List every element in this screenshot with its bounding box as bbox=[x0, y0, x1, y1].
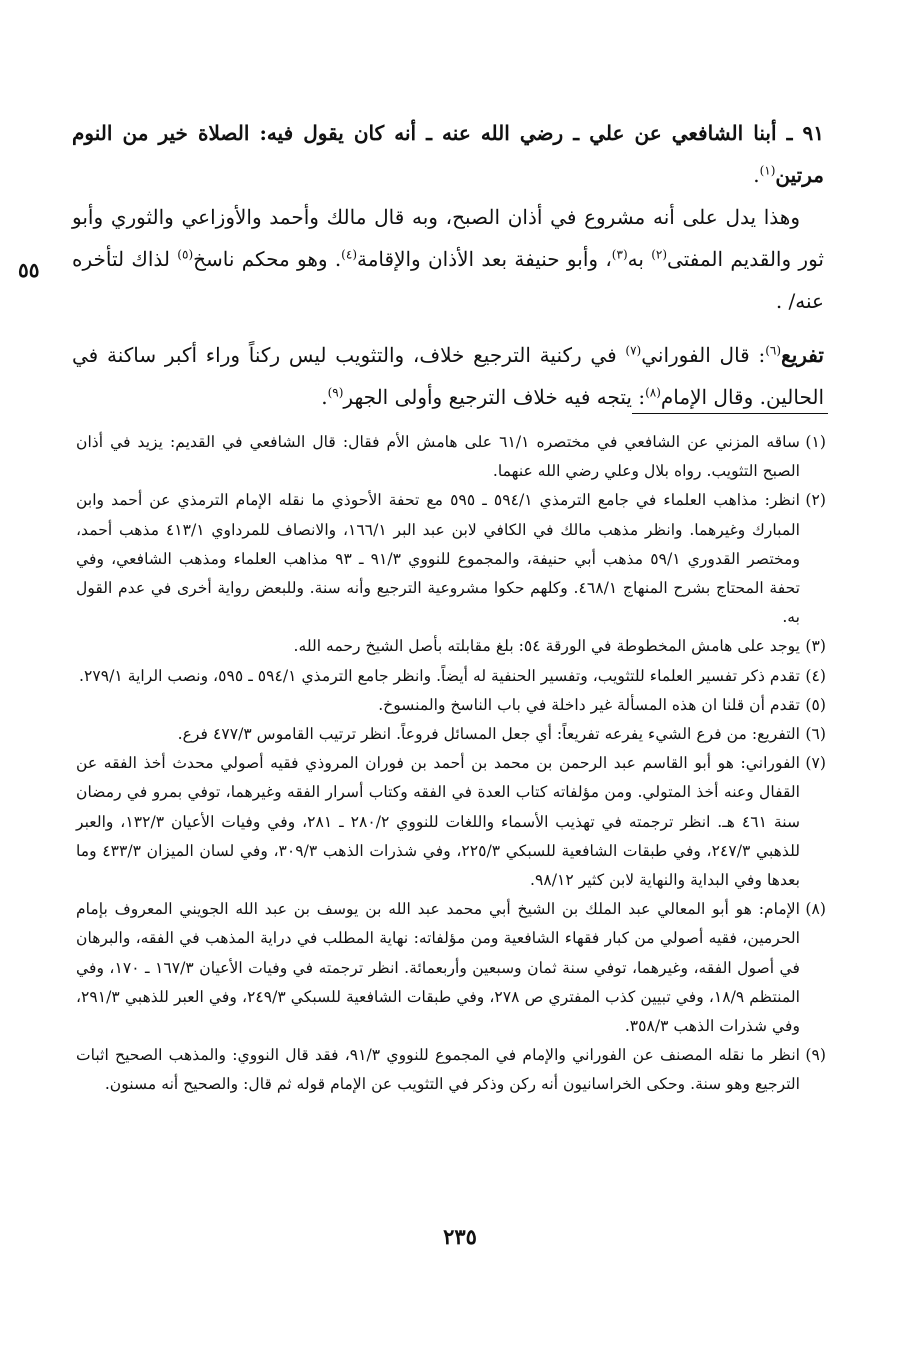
footnote-text: الفوراني: هو أبو القاسم عبد الرحمن بن محمد بن أحمد بن فوران المروذي فقيه أصولي محدث أخذ الفقه عن القفال وعنه أخذ المتولي. ومن مؤلفاته كتاب العدة في الفقه وكتاب أسرار الفقه وغيرهما، توفي بمرو في رمضان سنة ٤٦١ هـ. انظر ترجمته في تهذيب الأسماء واللغات للنووي ٢٨٠/٢ ـ ٢٨١، وفي وفيات الأعيان ١٣٢/٣، والعبر للذهبي ٢٤٧/٣، وفي طبقات الشافعية للسبكي ٢٢٥/٣، وفي شذرات الذهب ٣٠٩/٣، وفي لسان الميزان ٤٣٣/٣ وما بعدها وفي البداية والنهاية لابن كثير ٩٨/١٢. bbox=[76, 754, 801, 890]
footnote-7 bbox=[76, 749, 826, 895]
footnote-text: الإمام: هو أبو المعالي عبد الملك بن الشيخ أبي محمد عبد الله بن يوسف بن عبد الله الجويني المعروف بإمام الحرمين، فقيه أصولي من كبار فقهاء الشافعية ومن مؤلفاته: نهاية المطلب في دراية المذهب في الفقه، والبرهان في أصول الفقه، وغيرهما، توفي سنة ثمان وسبعين وأربعمائة. انظر ترجمته في وفيات الأعيان ١٦٧/٣ ـ ١٧٠، وفي المنتظم ١٨/٩، وفي تبيين كذب المفتري ص ٢٧٨، وفي طبقات الشافعية للسبكي ٢٤٩/٣، وفي العبر للذهبي ٢٩١/٣، وفي شذرات الذهب ٣٥٨/٣. bbox=[76, 900, 800, 1036]
paragraph-91-end: . bbox=[753, 163, 760, 187]
footnote-number: (٣) bbox=[805, 637, 826, 656]
footnote-5 bbox=[76, 691, 826, 720]
footnote-4 bbox=[76, 662, 826, 691]
footnote-ref-1[interactable]: (١) bbox=[759, 163, 776, 178]
paragraph-gap bbox=[72, 322, 824, 334]
footnote-text: ساقه المزني عن الشافعي في مختصره ٦١/١ على هامش الأم فقال: قال الشافعي في القديم: يزيد في أذان الصبح التثويب. رواه بلال وعلي رضي الله عنهما. bbox=[76, 433, 800, 481]
tafri-text-b: في ركنية الترجيع خلاف، والتثويب ليس ركناً وراء أكبر ساكنة في الحالين. وقال الإمام bbox=[72, 343, 824, 409]
footnote-text: تقدم أن قلنا ان هذه المسألة غير داخلة في باب الناسخ والمنسوخ. bbox=[378, 695, 800, 714]
footnote-number: (٦) bbox=[805, 725, 826, 744]
paragraph-91 bbox=[72, 112, 824, 196]
footnotes bbox=[76, 428, 826, 1100]
footnote-ref-2[interactable]: (٢) bbox=[651, 247, 668, 262]
manuscript-folio-number: ٥٥ bbox=[18, 258, 40, 282]
footnote-1 bbox=[76, 428, 826, 486]
footnote-6 bbox=[76, 720, 826, 749]
commentary-text-b: به bbox=[627, 247, 652, 271]
footnote-text: انظر ما نقله المصنف عن الفوراني والإمام في المجموع للنووي ٩١/٣، فقد قال النووي: والمذهب الصحيح اثبات الترجيع وهو سنة. وحكى الخراسانيون أنه ركن وذكر في التثويب عن الإمام قوله ثم قال: والصحيح أنه مسنون. bbox=[76, 1046, 800, 1094]
footnote-text: يوجد على هامش المخطوطة في الورقة ٥٤: بلغ مقابلته بأصل الشيخ رحمه الله. bbox=[293, 637, 800, 656]
footnote-number: (٨) bbox=[805, 900, 826, 919]
footnote-9 bbox=[76, 1041, 826, 1099]
tafri-text-a: : قال الفوراني bbox=[641, 343, 766, 367]
tafri-end: . bbox=[321, 385, 328, 409]
tafri-text-c: : يتجه فيه خلاف الترجيع وأولى الجهر bbox=[343, 385, 646, 409]
paragraph-tafri bbox=[72, 334, 824, 418]
commentary-text-a: وهذا يدل على أنه مشروع في أذان الصبح، وبه قال مالك وأحمد والأوزاعي والثوري وأبو ثور والقديم المفتى bbox=[72, 205, 824, 271]
paragraph-commentary bbox=[72, 196, 824, 322]
footnote-number: (٧) bbox=[805, 754, 826, 773]
footnote-number: (٥) bbox=[805, 695, 826, 714]
footnote-text: تقدم ذكر تفسير العلماء للتثويب، وتفسير الحنفية له أيضاً. وانظر جامع الترمذي ٥٩٤/١ ـ ٥٩٥، ونصب الراية ٢٧٩/١. bbox=[79, 666, 800, 685]
footnote-ref-9[interactable]: (٩) bbox=[327, 385, 344, 400]
footnote-number: (٤) bbox=[805, 666, 826, 685]
footnote-ref-4[interactable]: (٤) bbox=[341, 247, 357, 262]
commentary-text-c: ، وأبو حنيفة بعد الأذان والإقامة bbox=[357, 247, 612, 271]
footnote-ref-6[interactable]: (٦) bbox=[765, 343, 782, 358]
paragraph-91-text: ٩١ ـ أبنا الشافعي عن علي ـ رضي الله عنه ـ أنه كان يقول فيه: الصلاة خير من النوم مرتين bbox=[72, 121, 824, 187]
footnote-number: (١) bbox=[805, 433, 826, 451]
footnote-8 bbox=[76, 895, 826, 1041]
footnote-3 bbox=[76, 632, 826, 661]
footnote-text: التفريع: من فرع الشيء يفرعه تفريعاً: أي جعل المسائل فروعاً. انظر ترتيب القاموس ٤٧٧/٣ فرع. bbox=[177, 725, 800, 744]
footnote-2 bbox=[76, 486, 826, 632]
commentary-text-d: . وهو محكم ناسخ bbox=[193, 247, 342, 271]
footnote-ref-5[interactable]: (٥) bbox=[177, 247, 194, 262]
footnote-ref-8[interactable]: (٨) bbox=[645, 385, 661, 400]
commentary-text-e: لذاك لتأخره عنه/ . bbox=[72, 247, 824, 313]
tafri-heading: تفريع bbox=[781, 343, 824, 367]
footnote-ref-3[interactable]: (٣) bbox=[611, 247, 628, 262]
footnote-separator bbox=[632, 413, 828, 414]
footnote-text: انظر: مذاهب العلماء في جامع الترمذي ٥٩٤/١ ـ ٥٩٥ مع تحفة الأحوذي ما نقله الإمام الترمذي عن أحمد وابن المبارك وغيرهما. وانظر مذهب مالك في الكافي لابن عبد البر ١٦٦/١، والانصاف للمرداوي ٤١٣/١ مذهب أحمد، ومختصر القدوري ٥٩/١ مذهب أبي حنيفة، والمجموع للنووي ٩١/٣ ـ ٩٣ مذاهب العلماء ومذهب الشافعي، وفي تحفة المحتاج بشرح المنهاج ٤٦٨/١. وكلهم حكوا مشروعية الترجيع وأنه سنة. وللبعض رواية أخرى في عدم القول به. bbox=[76, 491, 801, 627]
page-number: ٢٣٥ bbox=[443, 1224, 477, 1249]
footnote-number: (٢) bbox=[805, 491, 826, 510]
footnote-ref-7[interactable]: (٧) bbox=[625, 343, 642, 358]
footnote-number: (٩) bbox=[805, 1046, 826, 1065]
main-text bbox=[72, 112, 824, 418]
